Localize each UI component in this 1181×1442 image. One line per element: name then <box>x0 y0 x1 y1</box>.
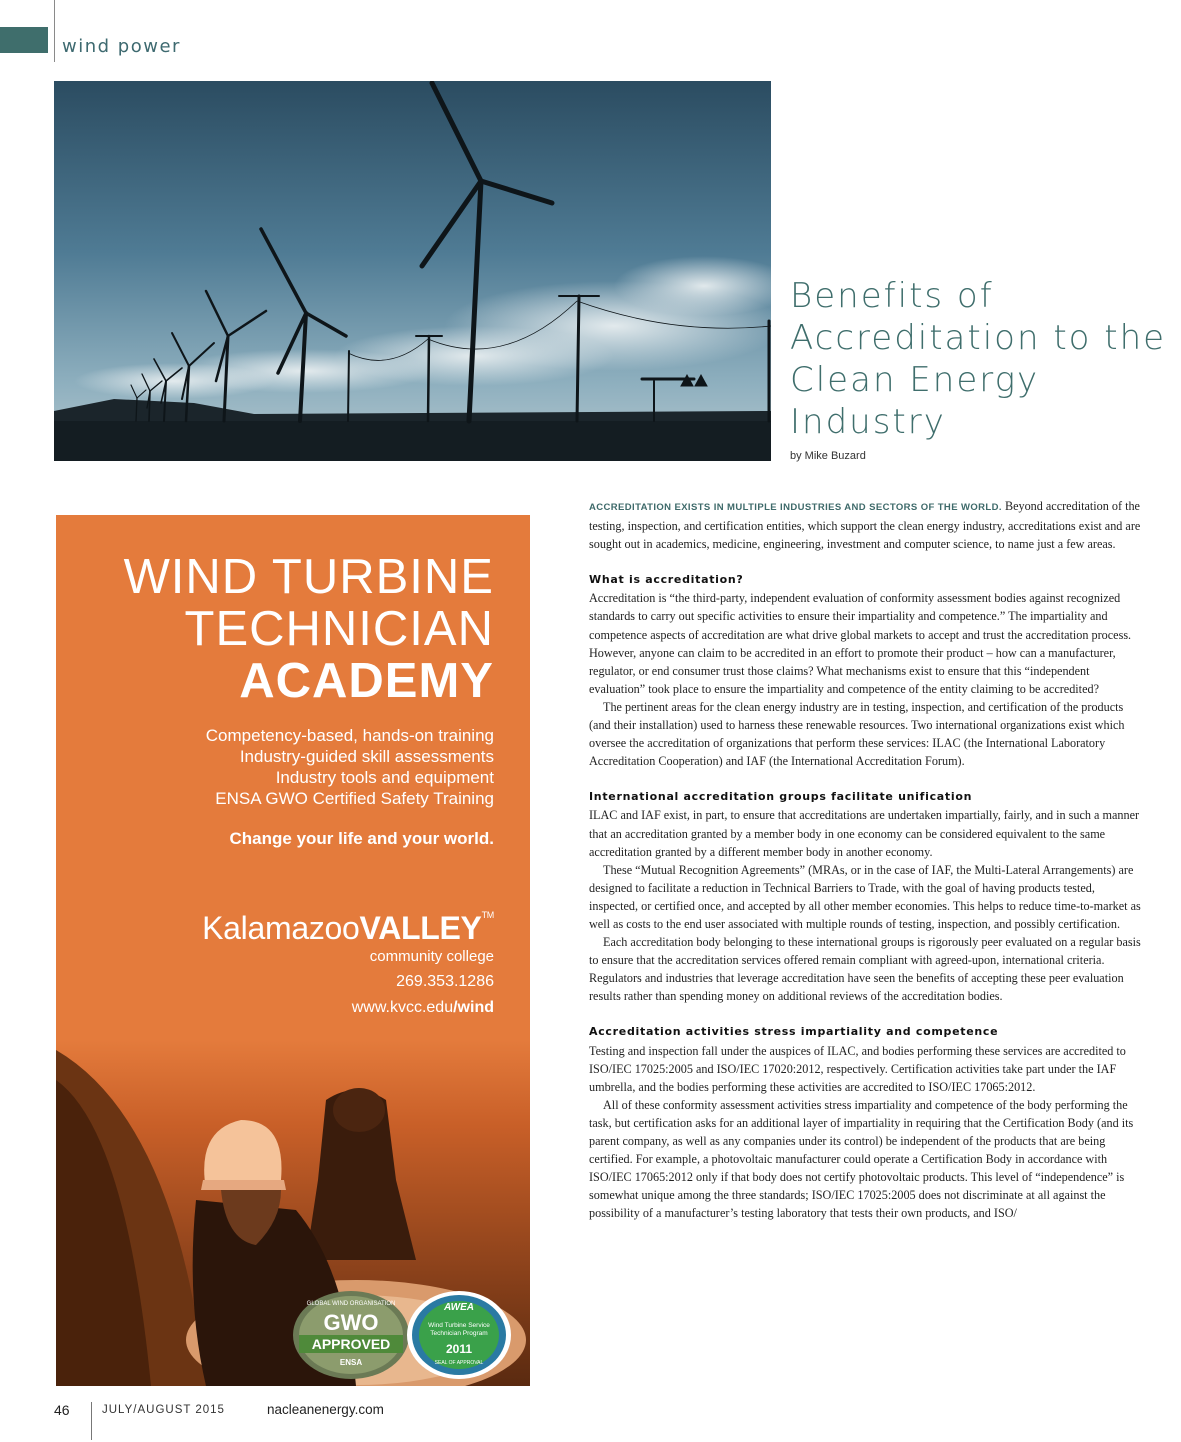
gwo-badge-ensa-text: ENSA <box>339 1358 363 1367</box>
college-phone: 269.353.1286 <box>396 973 494 990</box>
ad-bullet: ENSA GWO Certified Safety Training <box>215 789 494 808</box>
awea-seal-badge <box>407 1291 511 1379</box>
college-logo <box>202 910 494 947</box>
ad-headline-line-2: TECHNICIAN <box>184 602 494 656</box>
section-label: wind power <box>62 36 181 57</box>
article-paragraph: ILAC and IAF exist, in part, to ensure that accreditations are undertaken impartially, fairly, and in such a manner that an accreditation granted by a member body in one economy can be considered equivalent to the same accreditation granted by a different member body in another economy. <box>589 808 1140 859</box>
article-intro-text: Beyond accreditation of the testing, inspection, and certification entities, which support the clean energy industry, accreditations exist and are sought out in academics, medicine, engineering, investment and computer science, to name just a few areas. <box>589 499 1141 552</box>
gwo-badge-main-text: GWO <box>323 1310 379 1335</box>
ad-tagline: Change your life and your world. <box>229 829 494 848</box>
ad-bullet: Competency-based, hands-on training <box>205 726 494 745</box>
article-paragraph: All of these conformity assessment activities stress impartiality and competence of the body performing the task, but certification asks for an additional layer of impartiality in requiring that the Certification Body (and its parent company, as well as any companies under its control) be independent of the products that are being certified. For example, a photovoltaic manufacturer could operate a Certification Body in accordance with ISO/IEC 17065:2012 only if that body does not certify photovoltaic products. This level of “independence” is somewhat unique among the three standards; ISO/IEC 17025:2005 does not discriminate at all against the possibility of a manufacturer’s testing laboratory that tests their own products, and ISO/ <box>589 1097 1134 1221</box>
article-paragraph: These “Mutual Recognition Agreements” (MRAs, or in the case of IAF, the Multi-Lateral Arrangements) are designed to facilitate a reduction in Technical Barriers to Trade, with the goal of having products tested, inspected, or certified once, and accepted by all other member economies. This helps to reduce time-to-market as well as costs to the end user associated with multiple rounds of testing, inspection, and possibly certification. <box>589 862 1141 931</box>
awea-year: 2011 <box>445 1342 473 1356</box>
article-paragraph: The pertinent areas for the clean energy industry are in testing, inspection, and certification of the products (and their installation) used to harness these renewable resources. Two international organizations exist which oversee the accreditation of organizations that perform these services: ILAC (the International Laboratory Accreditation Cooperation) and IAF (the International Accreditation Forum). <box>589 699 1125 769</box>
article-paragraph: Accreditation is “the third-party, independent evaluation of conformity assessment bodies against recognized standards to carry out specific activities to ensure their impartiality and competence.” The impartiality and competence aspects of accreditation are what drive global markets to accept and trust the accreditation process. However, anyone can claim to be accredited in an effort to promote their product – how can a manufacturer, regulator, or end consumer trust those claims? What mechanisms exist to ensure that this “independent evaluation” took place to ensure the impartiality and competence of the entity claiming to be accredited? <box>589 591 1132 696</box>
ad-headline-line-3: ACADEMY <box>239 654 494 708</box>
subheading-international-groups: International accreditation groups facilitate unification <box>589 790 973 804</box>
college-name-bold: VALLEY <box>359 910 482 946</box>
article-title: Benefits of Accreditation to the Clean Energy Industry <box>790 276 1167 442</box>
awea-brand-text: AWEA <box>444 1302 474 1313</box>
college-advertisement <box>56 515 530 1386</box>
article-body <box>589 497 1144 1222</box>
awea-line-1: Wind Turbine Service <box>428 1322 490 1329</box>
ad-bullet-list <box>206 725 494 809</box>
article-byline: by Mike Buzard <box>790 450 866 462</box>
page-footer <box>54 1402 654 1442</box>
awea-line-2: Technician Program <box>430 1330 488 1337</box>
technicians-photo <box>56 1040 530 1386</box>
publication-website: nacleanenergy.com <box>267 1402 384 1417</box>
subheading-impartiality-competence: Accreditation activities stress impartiality and competence <box>589 1025 999 1039</box>
college-name-light: Kalamazoo <box>202 910 360 946</box>
article-intro-paragraph <box>589 497 1144 553</box>
article-paragraph: Testing and inspection fall under the auspices of ILAC, and bodies performing these services are accredited to ISO/IEC 17025:2005 and ISO/IEC 17020:2012, respectively. Certification activities take part under the IAF umbrella, and the bodies performing these activities are accredited to ISO/IEC 17065:2012. <box>589 1043 1126 1094</box>
page-number: 46 <box>54 1402 70 1418</box>
trademark-mark: TM <box>481 910 494 920</box>
footer-divider <box>91 1402 92 1440</box>
awea-seal-text: SEAL OF APPROVAL <box>434 1360 484 1366</box>
subheading-what-is-accreditation: What is accreditation? <box>589 573 744 587</box>
article-paragraph: Each accreditation body belonging to these international groups is rigorously peer evaluated on a regular basis to ensure that the accreditation services offered remain compliant with agreed-upon, international criteria. Regulators and industries that leverage accreditation have seen the benefits of accepting these peer evaluation results rather than spending money on additional reviews of the accreditation bodies. <box>589 935 1141 1004</box>
college-subtitle: community college <box>369 948 494 965</box>
section-color-block <box>0 27 48 53</box>
ad-bullet: Industry-guided skill assessments <box>239 747 494 766</box>
college-website <box>352 999 494 1017</box>
article-lead-in: ACCREDITATION EXISTS IN MULTIPLE INDUSTRIES AND SECTORS OF THE WORLD. <box>589 502 1002 513</box>
ad-bullet: Industry tools and equipment <box>275 768 494 787</box>
gwo-badge-top-text: GLOBAL WIND ORGANISATION <box>306 1301 396 1307</box>
gwo-approved-badge <box>293 1291 409 1379</box>
issue-date: JULY/AUGUST 2015 <box>102 1404 225 1416</box>
gwo-badge-approved-text: APPROVED <box>311 1336 391 1352</box>
ad-headline-line-1: WIND TURBINE <box>123 550 494 604</box>
website-path: /wind <box>453 999 494 1016</box>
wind-turbine-photo <box>54 81 771 461</box>
section-divider <box>54 0 55 62</box>
website-domain: www.kvcc.edu <box>351 999 454 1016</box>
